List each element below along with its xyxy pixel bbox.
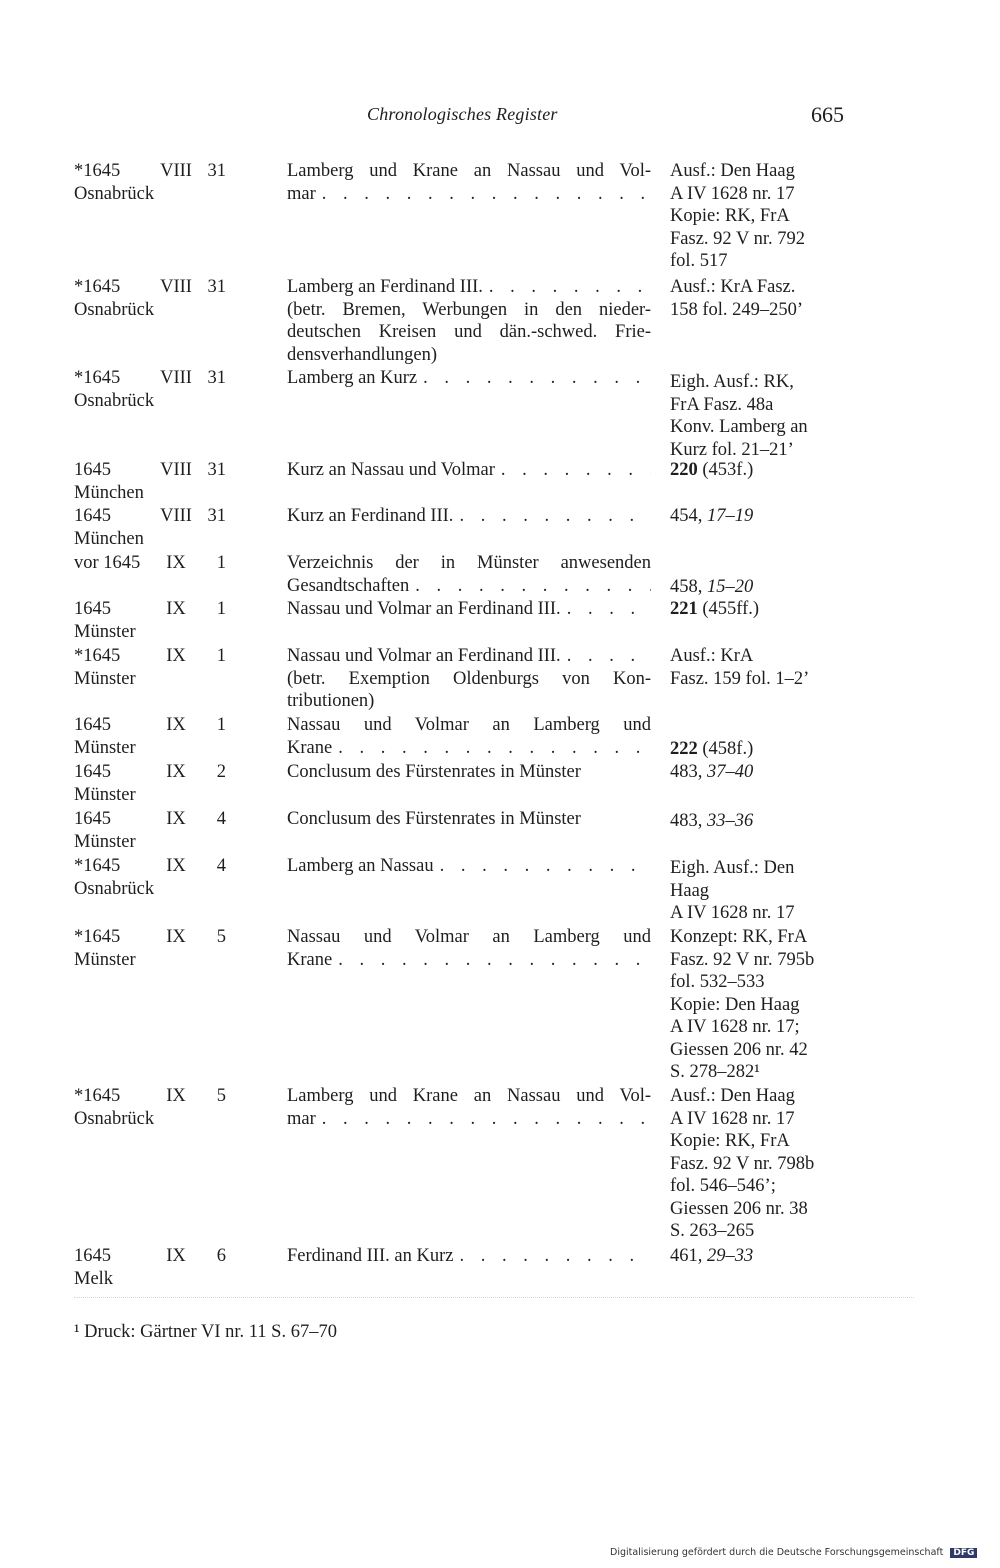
entry-day: 4	[216, 856, 226, 876]
entry-description	[287, 926, 651, 971]
description-line: mar	[287, 183, 316, 204]
reference-pages: (453f.)	[697, 460, 754, 480]
entry-reference	[670, 761, 848, 784]
leader-dots	[338, 949, 651, 972]
reference-line: 158 fol. 249–250’	[670, 299, 804, 320]
leader-dots	[459, 505, 651, 528]
reference-line: Kopie: RK, FrA	[670, 1131, 790, 1151]
reference-number: 220	[670, 460, 698, 480]
reference-line: Eigh. Ausf.: Den	[670, 858, 795, 878]
reference-line: Haag	[670, 880, 710, 901]
reference-page: 483,	[670, 811, 707, 831]
entry-year: *1645	[74, 161, 121, 181]
reference-line: Ausf.: Den Haag	[670, 1086, 795, 1106]
reference-pages: (455ff.)	[697, 599, 760, 619]
entry-month: IX	[166, 1246, 186, 1266]
entry-year: 1645	[74, 715, 111, 735]
description-line: Conclusum des Fürstenrates in Münster	[287, 809, 581, 829]
entry-place: Münster	[74, 668, 136, 689]
reference-line: Giessen 206 nr. 38	[670, 1198, 808, 1219]
entry-reference	[670, 645, 848, 690]
reference-pages: (458f.)	[697, 739, 754, 759]
reference-number: 221	[670, 599, 698, 619]
reference-line: Fasz. 92 V nr. 795b	[670, 949, 815, 970]
entry-month: VIII	[160, 506, 192, 526]
entry-month: IX	[166, 809, 186, 829]
entry-reference	[670, 459, 848, 482]
reference-line: A IV 1628 nr. 17	[670, 903, 795, 923]
description-line: (betr. Exemption Oldenburgs von Kon-	[287, 668, 651, 689]
reference-line: FrA Fasz. 48a	[670, 394, 774, 415]
entry-reference	[670, 598, 848, 621]
reference-line: A IV 1628 nr. 17	[670, 183, 795, 204]
description-line: Krane	[287, 737, 333, 758]
reference-line: Konv. Lamberg an	[670, 417, 808, 437]
reference-line: fol. 517	[670, 251, 728, 271]
description-line: Nassau und Volmar an Ferdinand III.	[287, 646, 561, 666]
entry-description	[287, 1085, 651, 1130]
description-line: Lamberg an Kurz	[287, 368, 418, 388]
entry-month: IX	[166, 856, 186, 876]
entry-place: Münster	[74, 949, 136, 970]
entry-year: *1645	[74, 856, 121, 876]
entry-year: *1645	[74, 927, 121, 947]
reference-line: Kopie: Den Haag	[670, 994, 800, 1015]
leader-dots	[459, 1245, 651, 1268]
description-line: Gesandtschaften	[287, 575, 410, 596]
leader-dots	[423, 367, 651, 390]
leader-dots	[322, 183, 651, 206]
entry-description	[287, 459, 651, 482]
entry-year: 1645	[74, 460, 111, 480]
entry-reference	[670, 371, 848, 461]
reference-line: S. 263–265	[670, 1221, 755, 1241]
dfg-logo: DFG	[950, 1548, 977, 1558]
description-line: Kurz an Nassau und Volmar	[287, 460, 495, 480]
reference-line: Ausf.: KrA Fasz.	[670, 277, 796, 297]
description-line: Nassau und Volmar an Ferdinand III.	[287, 599, 561, 619]
entry-month: IX	[166, 553, 186, 573]
entry-day: 31	[207, 506, 226, 526]
entry-place: Münster	[74, 831, 136, 852]
reference-line: Kurz fol. 21–21’	[670, 439, 794, 460]
entry-year: 1645	[74, 809, 111, 829]
entry-reference	[670, 505, 848, 528]
entry-description	[287, 714, 651, 759]
leader-dots	[489, 276, 651, 299]
description-line: Lamberg und Krane an Nassau und Vol-	[287, 161, 651, 181]
description-line: Lamberg an Ferdinand III.	[287, 277, 483, 297]
reference-number: 222	[670, 739, 698, 759]
description-line: Lamberg und Krane an Nassau und Vol-	[287, 1086, 651, 1106]
entry-description	[287, 761, 651, 784]
entry-day: 31	[207, 161, 226, 181]
leader-dots	[567, 645, 651, 668]
entry-place: Melk	[74, 1268, 114, 1289]
description-line: (betr. Bremen, Werbungen in den nieder-	[287, 299, 651, 320]
leader-dots	[567, 598, 651, 621]
entry-description	[287, 1245, 651, 1268]
footer-credit: Digitalisierung gefördert durch die Deutsche Forschungsgemeinschaft	[610, 1547, 944, 1558]
entry-month: IX	[166, 762, 186, 782]
footnote: ¹ Druck: Gärtner VI nr. 11 S. 67–70	[74, 1322, 337, 1342]
entry-description	[287, 552, 651, 597]
entry-place: Münster	[74, 737, 136, 758]
entry-year: 1645	[74, 506, 111, 526]
description-line: deutschen Kreisen und dän.-schwed. Frie-	[287, 322, 651, 342]
entry-reference	[670, 276, 848, 321]
description-line: Ferdinand III. an Kurz	[287, 1246, 454, 1266]
leader-dots	[322, 1108, 651, 1131]
entry-description	[287, 160, 651, 205]
description-line: mar	[287, 1108, 316, 1129]
entry-year: 1645	[74, 599, 111, 619]
reference-line: Ausf.: KrA	[670, 646, 754, 666]
entry-description	[287, 505, 651, 528]
entry-description	[287, 276, 651, 366]
reference-line: Fasz. 92 V nr. 798b	[670, 1153, 815, 1174]
entry-month: IX	[166, 1086, 186, 1106]
entry-month: VIII	[160, 277, 192, 297]
entry-year: vor 1645	[74, 553, 141, 573]
reference-line: A IV 1628 nr. 17	[670, 1108, 795, 1129]
reference-lines: 17–19	[707, 506, 754, 526]
entry-day: 1	[216, 715, 226, 735]
footnote-divider	[74, 1297, 914, 1298]
entry-place: Osnabrück	[74, 299, 155, 320]
reference-line: Fasz. 92 V nr. 792	[670, 228, 805, 249]
entry-reference	[670, 926, 848, 1084]
entry-reference	[670, 576, 848, 599]
entry-day: 2	[216, 762, 226, 782]
entry-year: 1645	[74, 762, 111, 782]
entry-description	[287, 367, 651, 390]
digitization-footer	[610, 1547, 977, 1558]
entry-year: *1645	[74, 277, 121, 297]
entry-day: 4	[216, 809, 226, 829]
reference-page: 483,	[670, 762, 707, 782]
entry-place: Münster	[74, 784, 136, 805]
entry-place: Osnabrück	[74, 878, 155, 899]
entry-reference	[670, 810, 848, 833]
reference-line: fol. 546–546’;	[670, 1176, 776, 1196]
leader-dots	[440, 855, 651, 878]
reference-lines: 33–36	[707, 811, 754, 831]
entry-place: Osnabrück	[74, 183, 155, 204]
reference-lines: 15–20	[707, 577, 754, 597]
reference-page: 461,	[670, 1246, 707, 1266]
entry-day: 31	[207, 368, 226, 388]
entry-place: Osnabrück	[74, 1108, 155, 1129]
reference-lines: 37–40	[707, 762, 754, 782]
description-line: tributionen)	[287, 691, 375, 711]
reference-line: Kopie: RK, FrA	[670, 206, 790, 226]
entry-reference	[670, 160, 848, 273]
entry-month: IX	[166, 715, 186, 735]
reference-line: A IV 1628 nr. 17;	[670, 1017, 800, 1037]
entry-reference	[670, 1245, 848, 1268]
entry-place: München	[74, 482, 144, 503]
reference-lines: 29–33	[707, 1246, 754, 1266]
reference-line: S. 278–282¹	[670, 1062, 760, 1082]
leader-dots	[338, 737, 651, 760]
entry-day: 1	[216, 553, 226, 573]
description-line: Nassau und Volmar an Lamberg und	[287, 715, 651, 735]
reference-line: fol. 532–533	[670, 972, 765, 992]
description-line: Krane	[287, 949, 333, 970]
entry-description	[287, 808, 651, 831]
entry-year: 1645	[74, 1246, 111, 1266]
entry-description	[287, 855, 651, 878]
entry-year: *1645	[74, 646, 121, 666]
running-title: Chronologisches Register	[367, 104, 558, 124]
entry-month: IX	[166, 927, 186, 947]
entry-day: 1	[216, 646, 226, 666]
entry-reference	[670, 738, 848, 761]
reference-page: 454,	[670, 506, 707, 526]
description-line: Lamberg an Nassau	[287, 856, 434, 876]
leader-dots	[501, 459, 651, 482]
description-line: Kurz an Ferdinand III.	[287, 506, 454, 526]
entry-month: VIII	[160, 368, 192, 388]
entry-day: 6	[216, 1246, 226, 1266]
entry-day: 5	[216, 927, 226, 947]
reference-line: Giessen 206 nr. 42	[670, 1039, 808, 1060]
entry-day: 1	[216, 599, 226, 619]
description-line: densverhandlungen)	[287, 344, 438, 365]
reference-line: Eigh. Ausf.: RK,	[670, 372, 794, 392]
entry-month: VIII	[160, 161, 192, 181]
entry-year: *1645	[74, 368, 121, 388]
description-line: Conclusum des Fürstenrates in Münster	[287, 762, 581, 782]
entry-day: 31	[207, 460, 226, 480]
entry-day: 31	[207, 277, 226, 297]
description-line: Nassau und Volmar an Lamberg und	[287, 927, 651, 947]
entry-reference	[670, 1085, 848, 1243]
entry-month: IX	[166, 646, 186, 666]
entry-month: IX	[166, 599, 186, 619]
reference-line: Fasz. 159 fol. 1–2’	[670, 668, 810, 689]
entry-month: VIII	[160, 460, 192, 480]
reference-line: Konzept: RK, FrA	[670, 927, 808, 947]
entry-description	[287, 645, 651, 713]
entry-day: 5	[216, 1086, 226, 1106]
entry-description	[287, 598, 651, 621]
entry-year: *1645	[74, 1086, 121, 1106]
page-number: 665	[811, 102, 844, 127]
leader-dots	[415, 575, 651, 598]
entry-reference	[670, 857, 848, 925]
reference-page: 458,	[670, 577, 707, 597]
reference-line: Ausf.: Den Haag	[670, 161, 795, 181]
description-line: Verzeichnis der in Münster anwesenden	[287, 553, 651, 573]
entry-place: München	[74, 528, 144, 549]
entry-place: Osnabrück	[74, 390, 155, 411]
entry-place: Münster	[74, 621, 136, 642]
